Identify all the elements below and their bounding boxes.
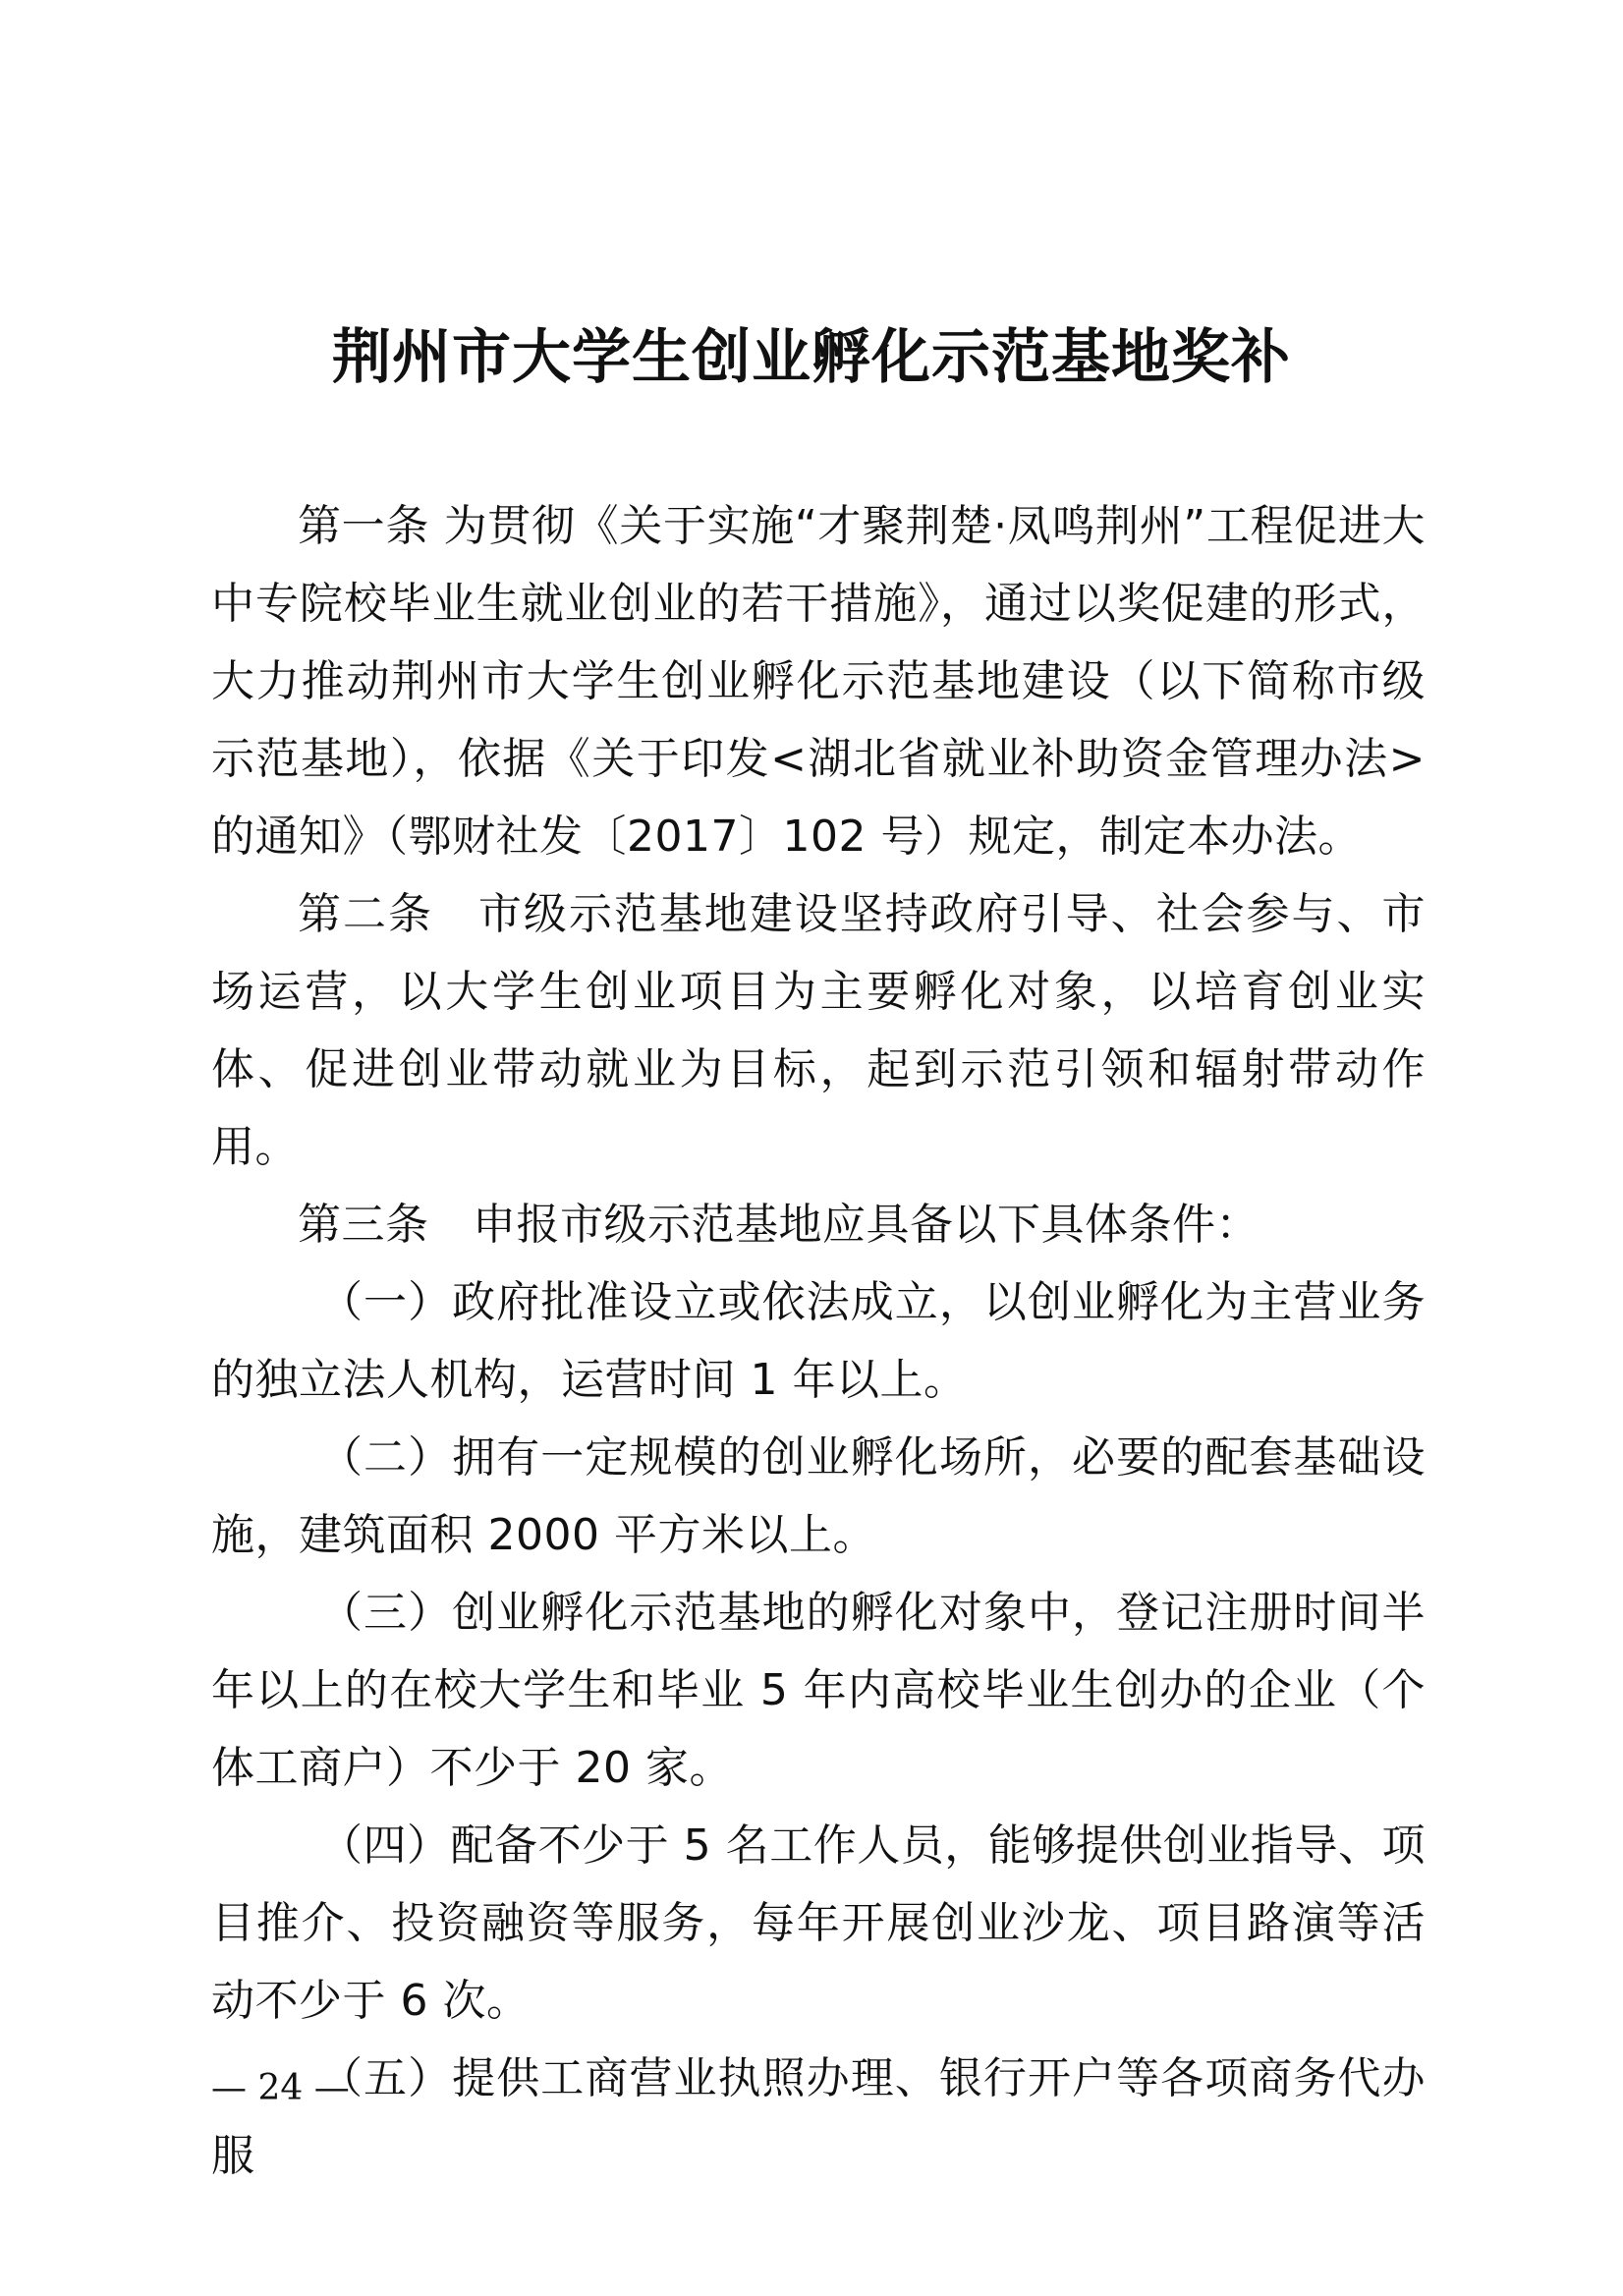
article-3-paragraph: 第三条 申报市级示范基地应具备以下具体条件：: [298, 1200, 1259, 1250]
condition-3-paragraph: （三）创业孵化示范基地的孵化对象中，登记注册时间半年以上的在校大学生和毕业 5 年内高校毕业生创办的企业（个体工商户）不少于 20 家。: [211, 1588, 1426, 1793]
document-title: 荆州市大学生创业孵化示范基地奖补: [332, 323, 1291, 392]
condition-1-paragraph: （一）政府批准设立或依法成立，以创业孵化为主营业务的独立法人机构，运营时间 1 年以上。: [211, 1277, 1426, 1405]
condition-2-paragraph: （二）拥有一定规模的创业孵化场所，必要的配套基础设施，建筑面积 2000 平方米以上。: [211, 1432, 1426, 1560]
document-body: [211, 487, 1426, 2195]
article-1-paragraph: 第一条 为贯彻《关于实施“才聚荆楚·凤鸣荆州”工程促进大中专院校毕业生就业创业的若干措施》，通过以奖促建的形式，大力推动荆州市大学生创业孵化示范基地建设（以下简称市级示范基地），依据《关于印发<湖北省就业补助资金管理办法>的通知》（鄂财社发〔2017〕102 号）规定，制定本办法。: [211, 501, 1426, 862]
page-number: — 24 —: [211, 2068, 350, 2108]
condition-4-paragraph: （四）配备不少于 5 名工作人员，能够提供创业指导、项目推介、投资融资等服务，每年开展创业沙龙、项目路演等活动不少于 6 次。: [211, 1820, 1426, 2026]
article-2-paragraph: 第二条 市级示范基地建设坚持政府引导、社会参与、市场运营，以大学生创业项目为主要孵化对象，以培育创业实体、促进创业带动就业为目标，起到示范引领和辐射带动作用。: [211, 889, 1426, 1172]
condition-5-paragraph: （五）提供工商营业执照办理、银行开户等各项商务代办服: [211, 2053, 1426, 2181]
